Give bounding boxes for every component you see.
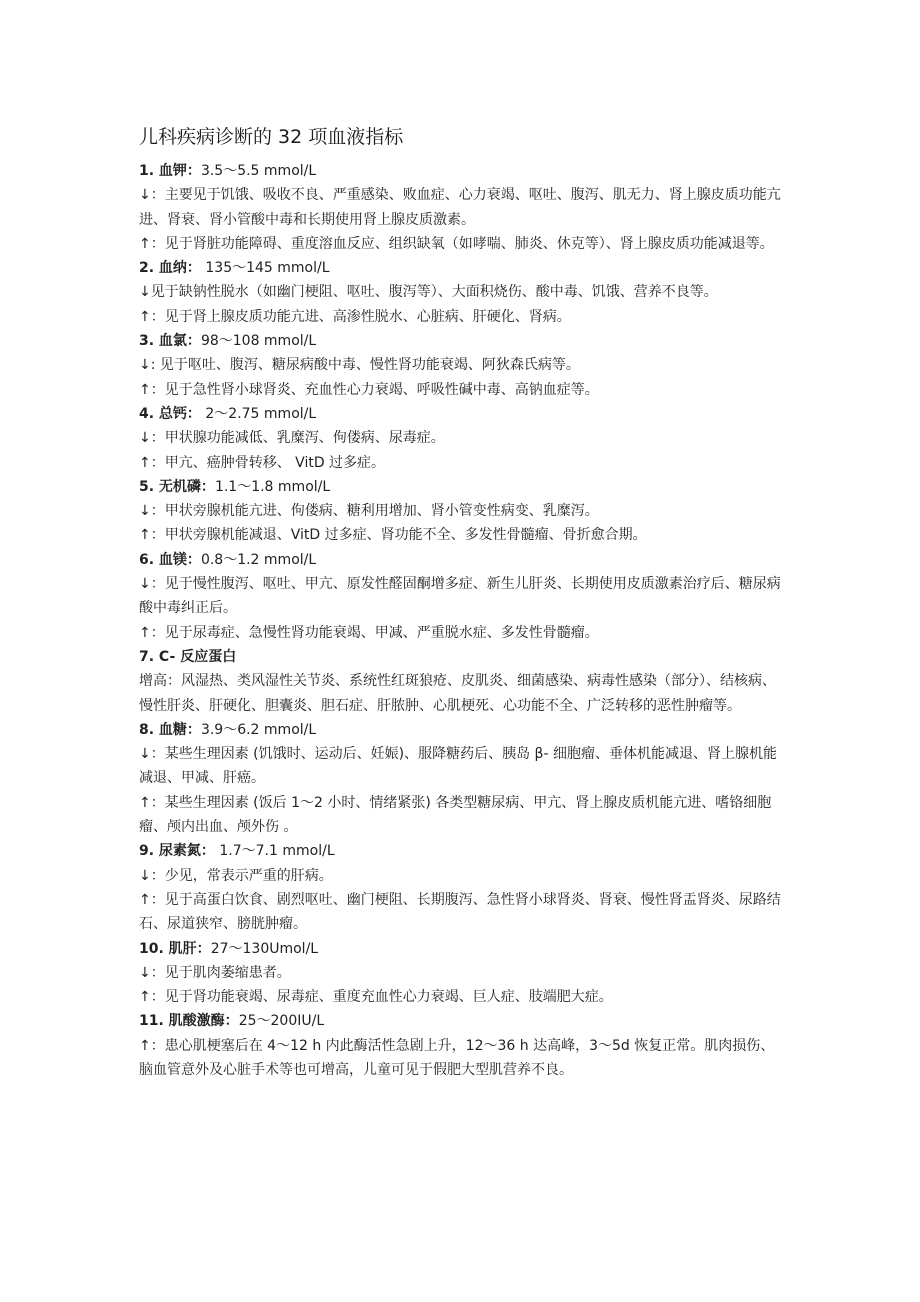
indicator-name: 5. 无机磷： — [139, 478, 215, 495]
indicator-heading — [139, 645, 787, 669]
indicator-name: 3. 血氯： — [139, 333, 201, 350]
indicator-description: ↑：见于肾脏功能障碍、重度溶血反应、组织缺氧（如哮喘、肺炎、休克等）、肾上腺皮质功能减退等。 — [139, 235, 774, 252]
indicator-description: ↓：见于肌肉萎缩患者。 — [139, 964, 291, 981]
indicator-name: 8. 血糖： — [139, 721, 201, 738]
indicator-description: ↑：见于急性肾小球肾炎、充血性心力衰竭、呼吸性碱中毒、高钠血症等。 — [139, 381, 599, 398]
indicator-name: 11. 肌酸激酶： — [139, 1013, 239, 1030]
indicator-section — [139, 159, 787, 256]
indicator-description: ↓：主要见于饥饿、吸收不良、严重感染、败血症、心力衰竭、呕吐、腹泻、肌无力、肾上腺皮质功能亢进、肾衰、肾小管酸中毒和长期使用肾上腺皮质激素。 — [139, 187, 781, 228]
indicator-description: ↑：见于高蛋白饮食、剧烈呕吐、幽门梗阻、长期腹泻、急性肾小球肾炎、肾衰、慢性肾盂肾炎、尿路结石、尿道狭窄、膀胱肿瘤。 — [139, 891, 781, 933]
indicator-description: ↓：见于慢性腹泻、呕吐、甲亢、原发性醛固酮增多症、新生儿肝炎、长期使用皮质激素治疗后、糖尿病酸中毒纠正后。 — [139, 576, 781, 617]
indicator-description: ↑：见于肾上腺皮质功能亢进、高渗性脱水、心脏病、肝硬化、肾病。 — [139, 308, 571, 325]
indicator-section — [139, 1009, 787, 1082]
indicator-heading — [139, 718, 787, 742]
indicator-heading — [139, 839, 787, 863]
indicator-description: ↑：甲状旁腺机能减退、VitD 过多症、肾功能不全、多发性骨髓瘤、骨折愈合期。 — [139, 527, 647, 544]
indicator-range: 1.7～7.1 mmol/L — [214, 843, 335, 860]
indicator-range: 2～2.75 mmol/L — [200, 405, 317, 422]
indicator-section — [139, 937, 787, 1010]
indicator-heading — [139, 256, 787, 280]
indicator-description: ↑：某些生理因素 (饭后 1～2 小时、情绪紧张) 各类型糖尿病、甲亢、肾上腺皮质机能亢进、嗜铬细胞瘤、颅内出血、颅外伤 。 — [139, 794, 772, 836]
indicator-range: 25～200IU/L — [238, 1013, 325, 1030]
indicator-heading — [139, 548, 787, 572]
indicator-section — [139, 839, 787, 936]
indicator-section — [139, 256, 787, 329]
indicator-range: 27～130Umol/L — [210, 940, 319, 957]
indicator-range: 0.8～1.2 mmol/L — [200, 551, 317, 568]
indicator-name: 10. 肌肝： — [139, 940, 211, 957]
indicator-heading — [139, 1009, 787, 1033]
indicator-section — [139, 645, 787, 718]
indicator-name: 6. 血镁： — [139, 551, 201, 568]
indicator-heading — [139, 937, 787, 961]
indicator-description: ↓：某些生理因素 (饥饿时、运动后、妊娠)、服降糖药后、胰岛 β- 细胞瘤、垂体机能减退、肾上腺机能减退、甲减、肝癌。 — [139, 746, 777, 787]
indicator-description: ↑：见于肾功能衰竭、尿毒症、重度充血性心力衰竭、巨人症、肢端肥大症。 — [139, 989, 613, 1006]
indicator-description: ↓见于缺钠性脱水（如幽门梗阻、呕吐、腹泻等）、大面积烧伤、酸中毒、饥饿、营养不良等。 — [139, 284, 718, 301]
indicator-description: ↓：甲状腺功能减低、乳糜泻、佝偻病、尿毒症。 — [139, 430, 445, 447]
indicator-heading — [139, 159, 787, 183]
indicator-description: ↑：见于尿毒症、急慢性肾功能衰竭、甲减、严重脱水症、多发性骨髓瘤。 — [139, 624, 599, 641]
indicator-section — [139, 475, 787, 548]
indicator-description: ↓：少见，常表示严重的肝病。 — [139, 867, 333, 884]
indicator-range: 1.1～1.8 mmol/L — [214, 478, 331, 495]
indicator-section — [139, 402, 787, 475]
document-title: 儿科疾病诊断的 32 项血液指标 — [139, 126, 404, 148]
indicator-name: 2. 血纳： — [139, 260, 201, 277]
indicator-range: 3.5～5.5 mmol/L — [200, 163, 317, 179]
indicator-description: ↓: 见于呕吐、腹泻、糖尿病酸中毒、慢性肾功能衰竭、阿狄森氏病等。 — [139, 357, 580, 374]
indicator-name: 4. 总钙： — [139, 405, 201, 422]
indicator-section — [139, 329, 787, 402]
indicator-description: ↓：甲状旁腺机能亢进、佝偻病、糖利用增加、肾小管变性病变、乳糜泻。 — [139, 503, 599, 520]
indicator-name: 7. C- 反应蛋白 — [139, 648, 237, 665]
indicator-section — [139, 718, 787, 839]
indicator-range: 98～108 mmol/L — [200, 333, 317, 350]
indicator-heading — [139, 475, 787, 499]
indicator-section — [139, 548, 787, 645]
indicator-name: 1. 血钾： — [139, 163, 201, 179]
indicator-description: ↑：患心肌梗塞后在 4～12 h 内此酶活性急剧上升，12～36 h 达高峰，3～5d 恢复正常。肌肉损伤、脑血管意外及心脏手术等也可增高，儿童可见于假肥大型肌营养不良。 — [139, 1037, 775, 1078]
indicator-description: 增高：风湿热、类风湿性关节炎、系统性红斑狼疮、皮肌炎、细菌感染、病毒性感染（部分）、结核病、慢性肝炎、肝硬化、胆囊炎、胆石症、肝脓肿、心肌梗死、心功能不全、广泛转移的恶性肿瘤等。 — [139, 673, 776, 714]
indicator-range: 3.9～6.2 mmol/L — [200, 721, 317, 738]
indicator-name: 9. 尿素氮： — [139, 843, 215, 860]
indicator-description: ↑：甲亢、癌肿骨转移、 VitD 过多症。 — [139, 454, 386, 471]
indicator-heading — [139, 329, 787, 353]
indicator-heading — [139, 402, 787, 426]
document-body — [139, 159, 787, 1082]
indicator-range: 135～145 mmol/L — [200, 260, 330, 277]
